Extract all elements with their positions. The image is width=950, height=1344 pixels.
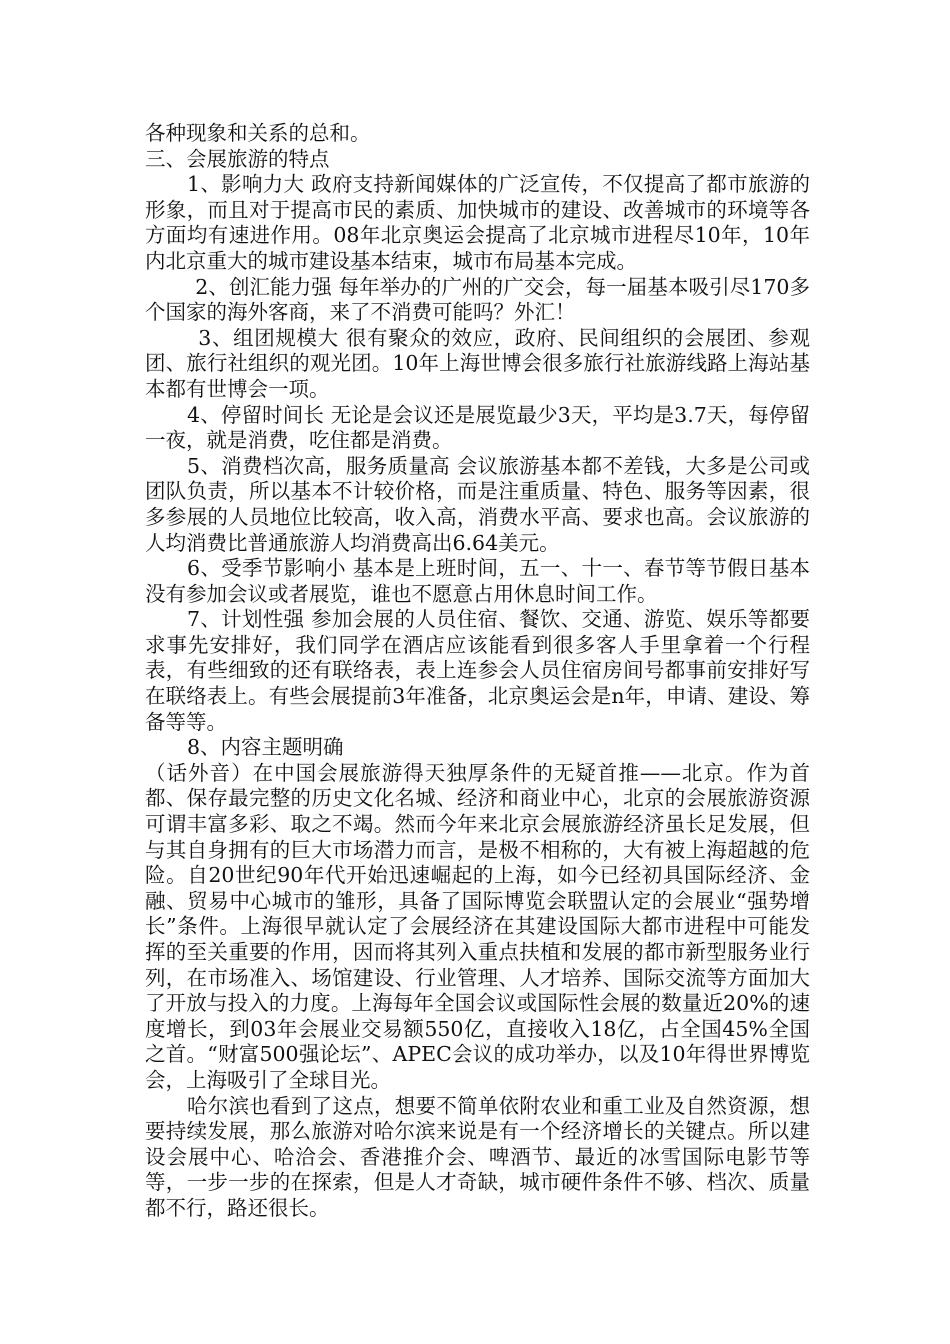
document-page [145,121,810,1222]
paragraph-continuation: 各种现象和关系的总和。 [145,121,371,145]
feature-item-8: 8、内容主题明确 [187,735,344,760]
feature-item-3: 3、组团规模大 很有聚众的效应，政府、民间组织的会展团、参观团、旅行社组织的观光团。10年上海世博会很多旅行社旅游线路上海站基本都有世博会一项。 [145,325,810,401]
feature-item-1: 1、影响力大 政府支持新闻媒体的广泛宣传，不仅提高了都市旅游的形象，而且对于提高市民的素质、加快城市的建设、改善城市的环境等各方面均有速进作用。08年北京奥运会提高了北京城市进程尽10年，10年内北京重大的城市建设基本结束，城市布局基本完成。 [145,172,810,273]
feature-item-7: 7、计划性强 参加会展的人员住宿、餐饮、交通、游览、娱乐等都要求事先安排好，我们同学在酒店应该能看到很多客人手里拿着一个行程表，有些细致的还有联络表，表上连参会人员住宿房间号都事前安排好写在联络表上。有些会展提前3年准备，北京奥运会是n年，申请、建设、筹备等等。 [145,607,810,734]
voiceover-paragraph: （话外音）在中国会展旅游得天独厚条件的无疑首推——北京。作为首都、保存最完整的历史文化名城、经济和商业中心，北京的会展旅游资源可谓丰富多彩、取之不竭。然而今年来北京会展旅游经济虽长足发展，但与其自身拥有的巨大市场潜力而言，是极不相称的，大有被上海超越的危险。自20世纪90年代开始迅速崛起的上海，如今已经初具国际经济、金融、贸易中心城市的雏形，具备了国际博览会联盟认定的会展业“强势增长”条件。上海很早就认定了会展经济在其建设国际大都市进程中可能发挥的至关重要的作用，因而将其列入重点扶植和发展的都市新型服务业行列，在市场准入、场馆建设、行业管理、人才培养、国际交流等方面加大了开放与投入的力度。上海每年全国会议或国际性会展的数量近20%的速度增长，到03年会展业交易额550亿，直接收入18亿，占全国45%全国之首。“财富500强论坛”、APEC会议的成功举办，以及10年得世界博览会，上海吸引了全球目光。 [145,760,810,1092]
feature-item-4: 4、停留时间长 无论是会议还是展览最少3天，平均是3.7天，每停留一夜，就是消费，吃住都是消费。 [145,402,810,453]
feature-item-6: 6、受季节影响小 基本是上班时间，五一、十一、春节等节假日基本没有参加会议或者展览，谁也不愿意占用休息时间工作。 [145,556,810,606]
harbin-paragraph: 哈尔滨也看到了这点，想要不简单依附农业和重工业及自然资源，想要持续发展，那么旅游对哈尔滨来说是有一个经济增长的关键点。所以建设会展中心、哈洽会、香港推介会、啤酒节、最近的冰雪国际电影节等等，一步一步的在探索，但是人才奇缺，城市硬件条件不够、档次、质量都不行，路还很长。 [145,1093,810,1220]
feature-item-5: 5、消费档次高，服务质量高 会议旅游基本都不差钱，大多是公司或团队负责，所以基本不计较价格，而是注重质量、特色、服务等因素，很多参展的人员地位比较高，收入高，消费水平高、要求也高。会议旅游的人均消费比普通旅游人均消费高出6.64美元。 [145,453,810,555]
section-heading: 三、会展旅游的特点 [145,146,330,171]
feature-item-2: 2、创汇能力强 每年举办的广州的广交会，每一届基本吸引尽170多个国家的海外客商，来了不消费可能吗？外汇！ [145,274,810,325]
